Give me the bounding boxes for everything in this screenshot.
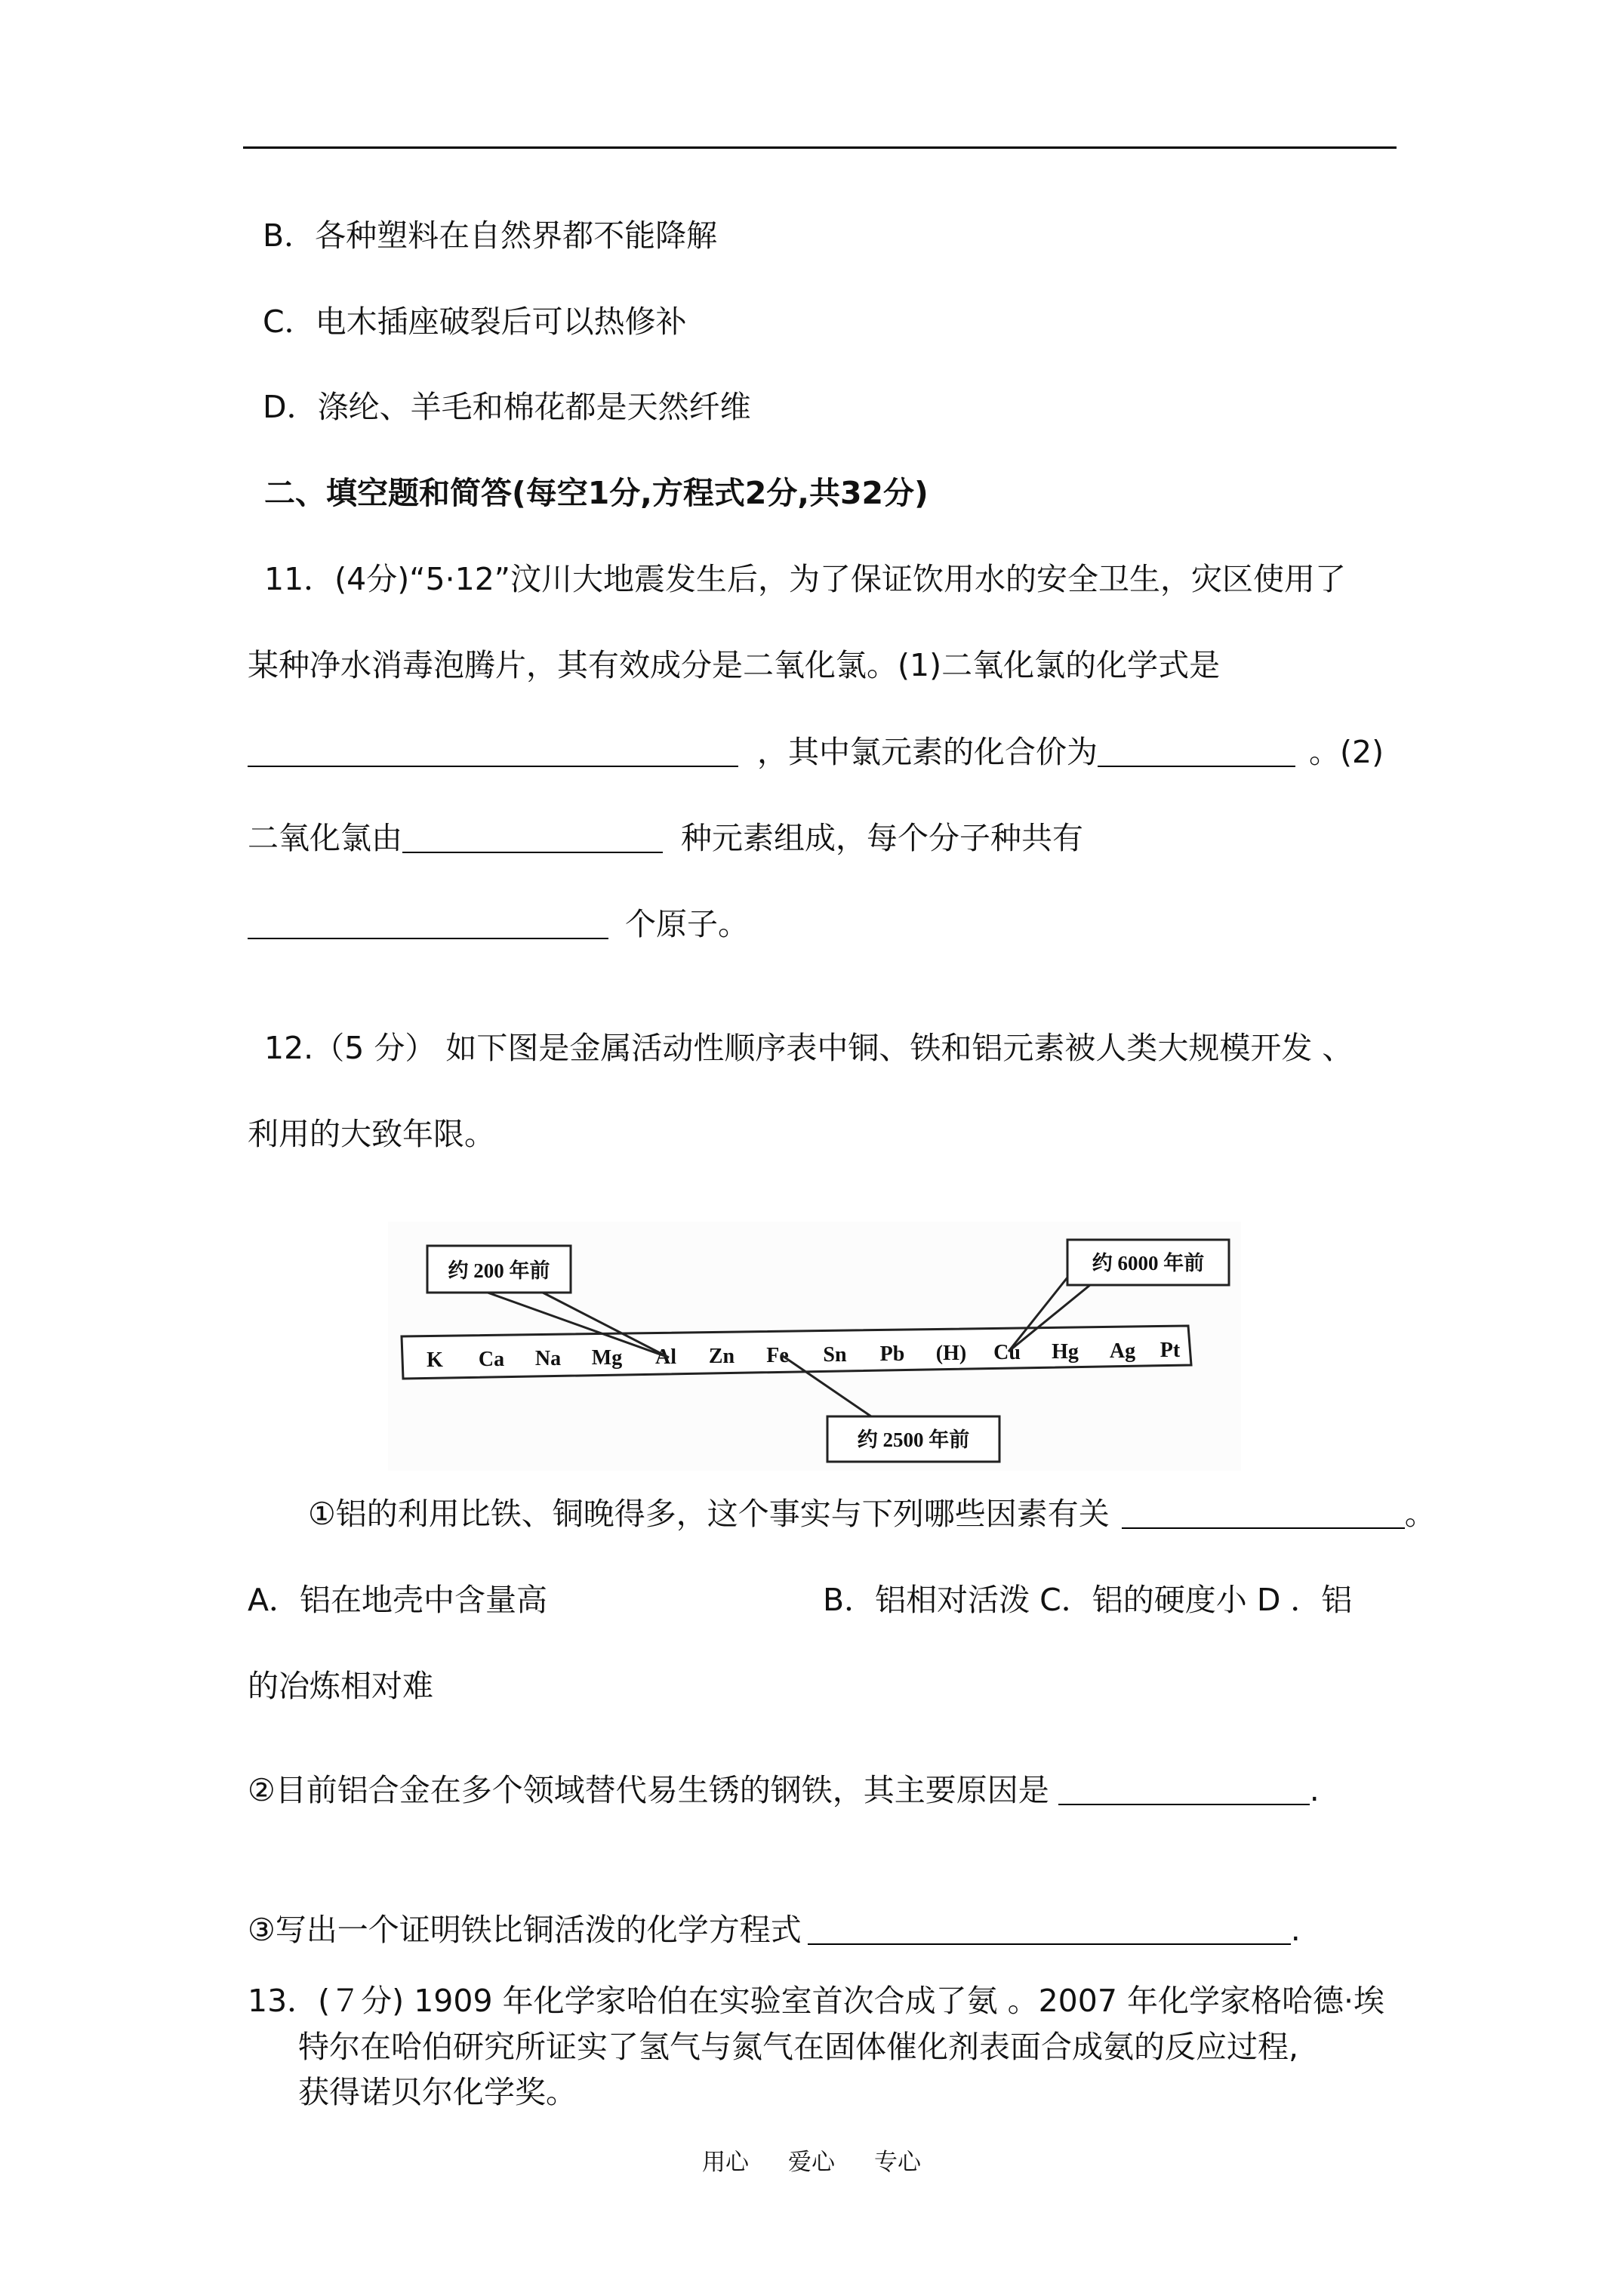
q11-line4 xyxy=(248,818,1083,858)
element-symbol: Ag xyxy=(1109,1339,1136,1363)
callout-label-cu: 约 6000 年前 xyxy=(1092,1252,1205,1274)
element-symbol: Mg xyxy=(591,1346,623,1370)
q11-line4-start: 二氧化氯由 xyxy=(248,820,402,856)
element-symbol: Cu xyxy=(993,1341,1021,1364)
q11-line5-end: 个原子。 xyxy=(625,906,749,942)
footer-text: 爱心 xyxy=(788,2149,835,2176)
callout-label-al: 约 200 年前 xyxy=(448,1259,550,1282)
q12-sub2-end: . xyxy=(1309,1772,1320,1808)
option-c: C．电木插座破裂后可以热修补 xyxy=(263,304,687,340)
q12-sub1 xyxy=(308,1494,1436,1533)
q12-sub3 xyxy=(248,1910,1301,1949)
option-b: B．各种塑料在自然界都不能降解 xyxy=(263,217,718,254)
element-symbol: Sn xyxy=(823,1343,847,1367)
element-symbol: Na xyxy=(534,1347,562,1370)
answer-blank[interactable] xyxy=(248,908,608,939)
element-symbol: Fe xyxy=(766,1344,789,1367)
q12-line2: 利用的大致年限。 xyxy=(248,1116,495,1152)
q11-line3-text: ，其中氯元素的化合价为 xyxy=(757,734,1098,770)
element-symbol: Pb xyxy=(879,1342,905,1366)
option-d: D．涤纶、羊毛和棉花都是天然纤维 xyxy=(263,389,751,425)
q12-line1: 12.（5 分） 如下图是金属活动性顺序表中铜、铁和铝元素被人类大规模开发 、 xyxy=(264,1030,1354,1066)
section-heading: 二、填空题和简答(每空1分,方程式2分,共32分) xyxy=(264,475,929,511)
q12-choice-bcd: B．铝相对活泼 C．铝的硬度小 D ．铝 xyxy=(823,1582,1353,1618)
footer-text: 专心 xyxy=(874,2149,921,2176)
q12-sub3-end: . xyxy=(1290,1912,1301,1948)
element-symbol: Ca xyxy=(478,1348,505,1371)
element-symbol: Zn xyxy=(708,1345,735,1368)
element-symbol: (H) xyxy=(935,1342,967,1365)
q12-sub1-end: 。 xyxy=(1404,1496,1436,1532)
q11-line5 xyxy=(248,905,749,944)
q13-line2: 特尔在哈伯研究所证实了氢气与氮气在固体催化剂表面合成氨的反应过程, xyxy=(298,2029,1299,2065)
q12-sub1-text: ①铝的利用比铁、铜晚得多，这个事实与下列哪些因素有关 xyxy=(308,1496,1110,1532)
answer-blank[interactable] xyxy=(808,1913,1291,1945)
q12-sub3-text: ③写出一个证明铁比铜活泼的化学方程式 xyxy=(248,1912,802,1948)
element-symbol: Al xyxy=(655,1345,676,1369)
q11-line4-end: 种元素组成，每个分子种共有 xyxy=(681,820,1083,856)
q11-line3 xyxy=(248,732,1384,772)
q12-choice-a: A．铝在地壳中含量高 xyxy=(248,1582,548,1618)
element-symbol: Hg xyxy=(1052,1340,1079,1364)
answer-blank[interactable] xyxy=(1122,1497,1405,1529)
q11-line3-end: 。(2) xyxy=(1309,734,1384,770)
callout-label-fe: 约 2500 年前 xyxy=(857,1428,970,1451)
q13-line1: 13．(７分) 1909 年化学家哈伯在实验室首次合成了氨 。2007 年化学家格哈德·埃 xyxy=(248,1983,1385,2019)
element-symbol: Pt xyxy=(1160,1339,1181,1362)
footer-text: 用心 xyxy=(702,2149,749,2176)
activity-series-figure xyxy=(388,1222,1241,1471)
q13-line3: 获得诺贝尔化学奖。 xyxy=(298,2074,577,2110)
page-footer xyxy=(0,2143,1623,2177)
q11-line1: 11．(4分)“5·12”汶川大地震发生后，为了保证饮用水的安全卫生，灾区使用了 xyxy=(264,561,1347,597)
answer-blank[interactable] xyxy=(1058,1774,1310,1805)
q12-sub2 xyxy=(248,1771,1320,1810)
q11-line2: 某种净水消毒泡腾片，其有效成分是二氧化氯。(1)二氧化氯的化学式是 xyxy=(248,647,1221,683)
element-symbol: K xyxy=(427,1348,443,1372)
answer-blank[interactable] xyxy=(402,821,663,853)
answer-blank[interactable] xyxy=(248,735,738,767)
header-rule xyxy=(243,146,1397,149)
answer-blank[interactable] xyxy=(1098,735,1295,767)
q12-choice-cont: 的冶炼相对难 xyxy=(248,1668,433,1704)
q12-sub2-text: ②目前铝合金在多个领域替代易生锈的钢铁，其主要原因是 xyxy=(248,1772,1049,1808)
